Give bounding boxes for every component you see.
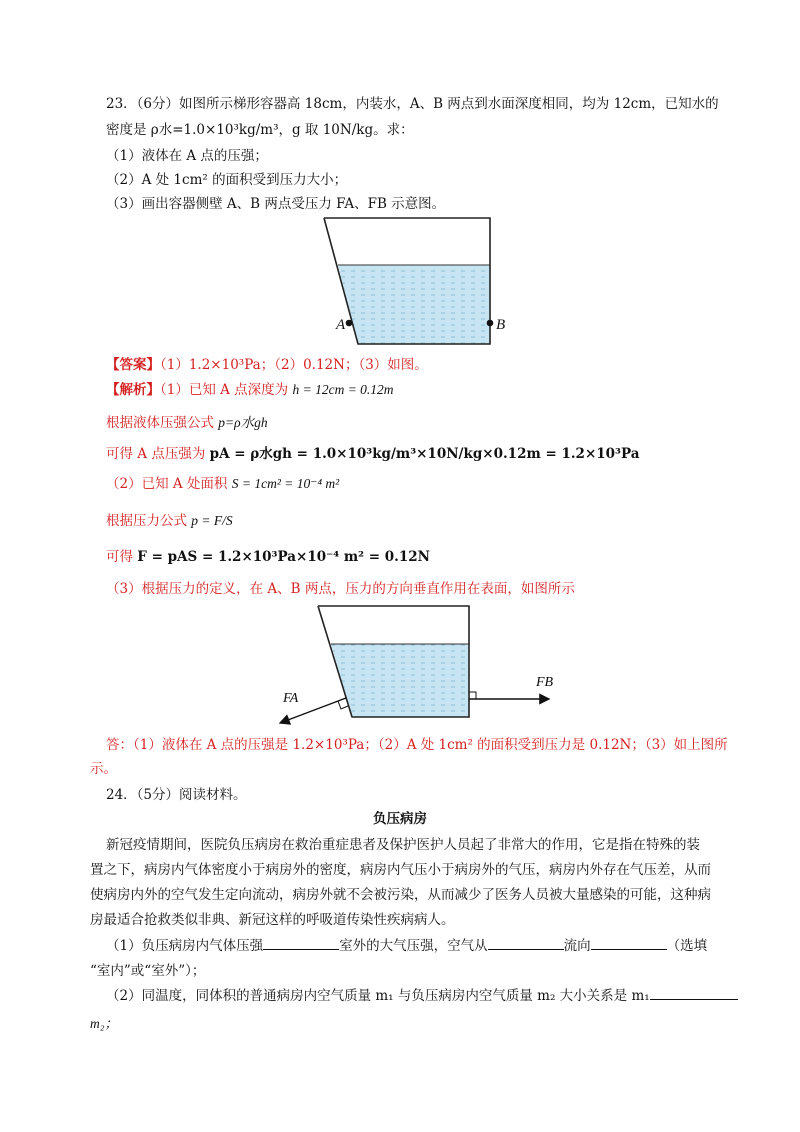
q23-part2: （2）A 处 1cm² 的面积受到压力大小； [106,172,348,188]
analysis-formula-3: pA = ρ水gh = 1.0×10³kg/m³×10N/kg×0.12m = 1.2×10³Pa [209,446,640,462]
analysis-text-2: 根据液体压强公式 [106,415,219,431]
sub1-text-a: （1）负压病房内气体压强 [106,938,264,954]
q23-part3: （3）画出容器侧壁 A、B 两点受压力 FA、FB 示意图。 [106,196,446,212]
answer-tag: 【答案】 [106,357,160,373]
q24-para-line1: 新冠疫情期间，医院负压病房在救治重症患者及保护医护人员起了非常大的作用，它是指在特殊的装 [106,837,700,853]
force-figure [260,600,560,730]
q23-line2: 密度是 ρ水=1.0×10³kg/m³，g 取 10N/kg。求： [106,122,414,138]
q24-sub2-line2: m₂； [90,1016,118,1031]
sub2-text-a: （2）同温度，同体积的普通病房内空气质量 m₁ 与负压病房内空气质量 m₂ 大小关系是 m₁ [106,988,650,1004]
analysis-formula-4: S = 1cm² = 10⁻⁴ m² [231,476,340,491]
q24-sub1-line2: “室内”或“室外”）； [90,963,206,979]
label-a: A [336,317,346,333]
analysis-formula-1: h = 12cm = 0.12m [292,382,394,397]
q24-title: 负压病房 [373,811,427,827]
blank-3[interactable] [591,937,667,950]
sub1-text-c: 流向 [563,938,591,954]
analysis-formula-2: p=ρ水gh [218,415,268,430]
q24-sub1-line1 [106,937,707,955]
analysis-line7: （3）根据压力的定义，在 A、B 两点，压力的方向垂直作用在表面，如图所示 [106,581,575,597]
analysis-line2 [106,414,268,432]
conclusion-line2: 示。 [90,761,117,777]
analysis-text-4: （2）已知 A 处面积 [106,476,232,492]
analysis-text-6: 可得 [106,549,138,565]
analysis-text-5: 根据压力公式 [106,513,192,529]
label-b: B [496,317,506,333]
answer-line [106,356,428,374]
q23-line1: 23．（6分）如图所示梯形容器高 18cm，内装水，A、B 两点到水面深度相同，均为 12cm，已知水的 [106,96,719,112]
analysis-line6 [106,548,430,566]
analysis-formula-5: p = F/S [191,513,233,528]
analysis-line3 [106,445,640,463]
q24-para-line4: 房最适合抢救类似非典、新冠这样的呼吸道传染性疾病病人。 [90,912,455,928]
q24-para-line3: 使病房内外的空气发生定向流动，病房外就不会被污染，从而减少了医务人员被大量感染的可能，这种病 [90,887,711,903]
label-fb: FB [536,675,554,690]
q24-para-line2: 置之下，病房内气体密度小于病房外的密度，病房内气压小于病房外的气压，病房内外存在气压差，从而 [90,862,711,878]
blank-1[interactable] [263,937,339,950]
analysis-formula-6: F = pAS = 1.2×10³Pa×10⁻⁴ m² = 0.12N [137,549,430,565]
q24-header: 24．（5分）阅读材料。 [106,787,247,803]
blank-4[interactable] [650,987,738,1000]
analysis-tag: 【解析】 [106,382,160,398]
point-b [487,320,494,327]
analysis-line5 [106,512,233,530]
analysis-text-3: 可得 A 点压强为 [106,446,210,462]
analysis-text-1: （1）已知 A 点深度为 [160,382,293,398]
point-a [346,320,353,327]
analysis-line1 [106,381,394,399]
sub1-text-d: （选填 [666,938,708,954]
answer-text: （1）1.2×10³Pa；（2）0.12N；（3）如图。 [160,357,428,373]
q23-part1: （1）液体在 A 点的压强； [106,148,268,164]
analysis-line4 [106,475,339,493]
blank-2[interactable] [488,937,564,950]
container-figure [320,214,500,348]
label-fa: FA [283,691,299,706]
q24-sub2-line1 [106,987,738,1005]
conclusion-line1: 答：（1）液体在 A 点的压强是 1.2×10³Pa；（2）A 处 1cm² 的面积受到压力是 0.12N；（3）如上图所 [106,737,728,753]
sub1-text-b: 室外的大气压强，空气从 [339,938,488,954]
